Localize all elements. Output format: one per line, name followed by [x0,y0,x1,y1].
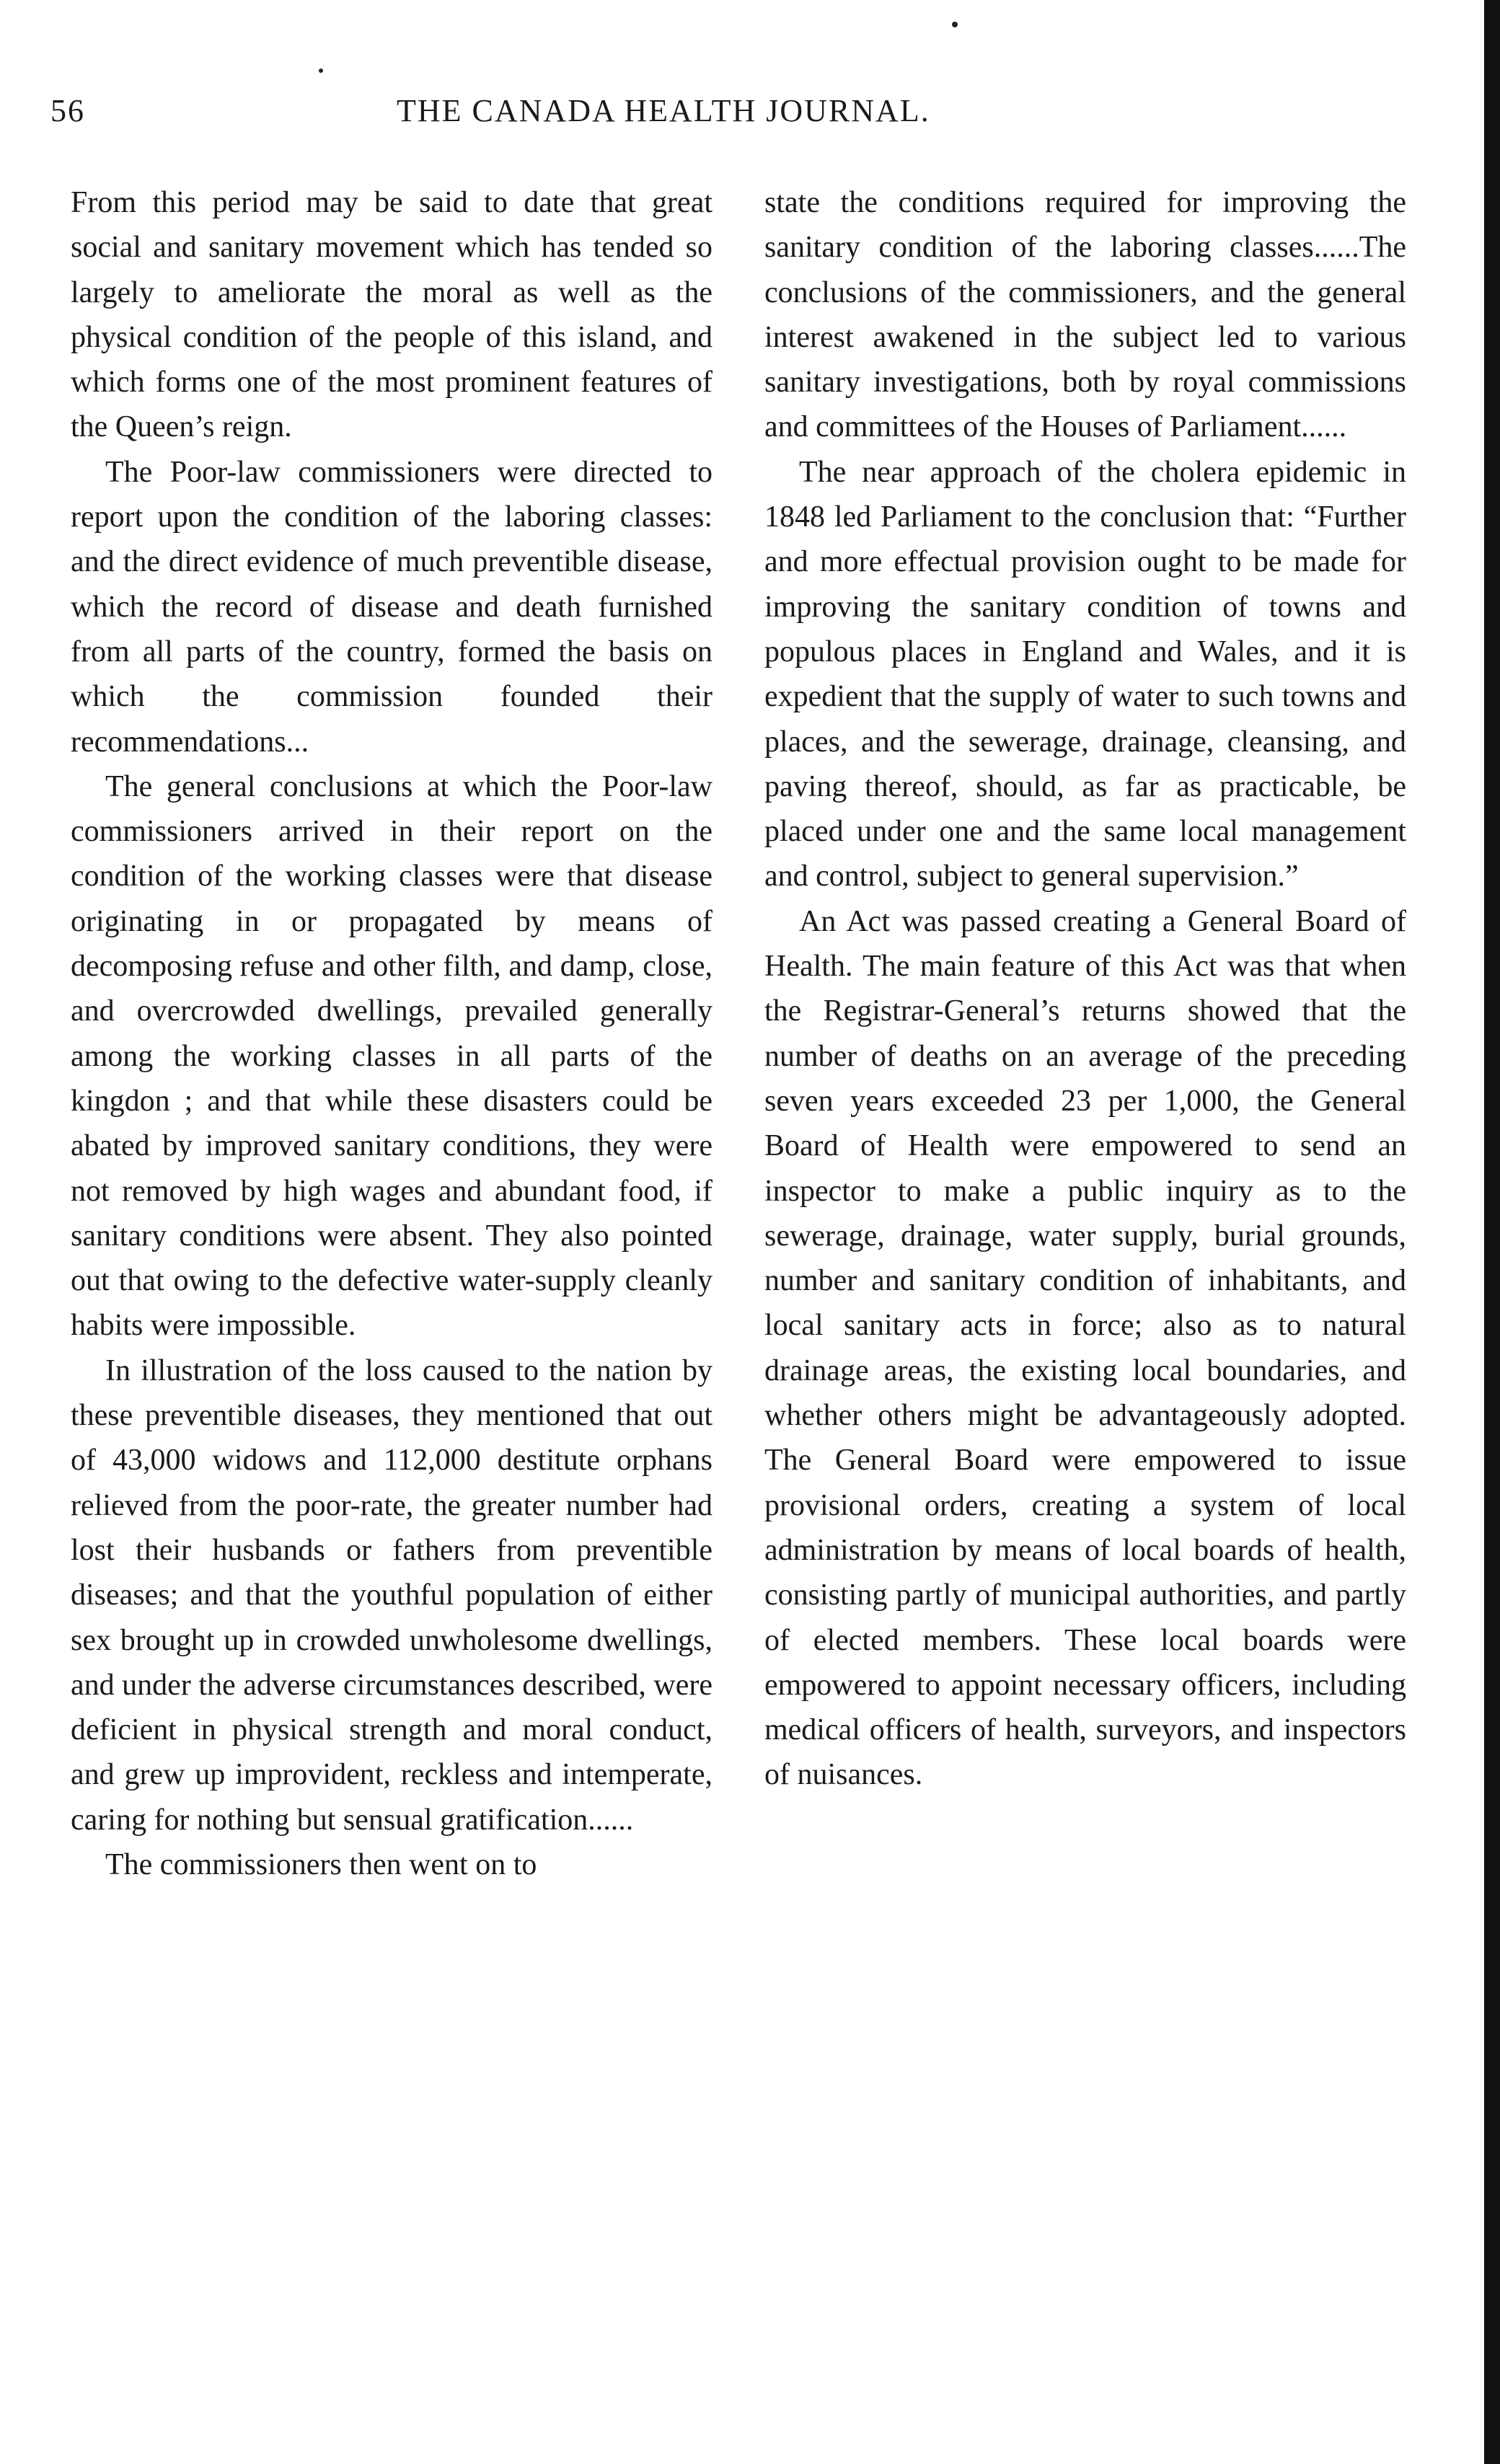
page-header [50,92,1082,136]
page-number: 56 [50,93,85,128]
paragraph: state the conditions required for improving the sanitary condition of the laboring classes......The conclusions of the commissioners, and the general interest awakened in the subject led to various sanitary investigations, both by royal commissions and committees of the Houses of Parliament...... [764,186,1406,444]
right-column [764,180,1406,1798]
page-speck [952,22,958,27]
left-column [71,180,712,1887]
paragraph: The general conclusions at which the Poor-law commissioners arrived in their report on the condition of the working classes were that disease originating in or propagated by means of decomposing refuse and other filth, and damp, close, and overcrowded dwellings, prevailed generally among the working classes in all parts of the kingdon ; and that while these disasters could be abated by improved sanitary conditions, they were not removed by high wages and abundant food, if sanitary conditions were absent. They also pointed out that owing to the defective water-supply cleanly habits were impossible. [71,769,712,1343]
paragraph: An Act was passed creating a General Board of Health. The main feature of this Act was that when the Registrar-General’s returns showed that the number of deaths on an average of the preceding seven years exceeded 23 per 1,000, the General Board of Health were empowered to send an inspector to make a public inquiry as to the sewerage, drainage, water supply, burial grounds, number and sanitary condition of inhabitants, and local sanitary acts in force; also as to natural drainage areas, the existing local boundaries, and whether others might be advantageously adopted. The General Board were empowered to issue provisional orders, creating a system of local administration by means of local boards of health, consisting partly of municipal authorities, and partly of elected members. These local boards were empowered to appoint necessary officers, including medical officers of health, surveyors, and inspectors of nuisances. [764,904,1406,1792]
journal-title: THE CANADA HEALTH JOURNAL. [397,93,930,128]
paragraph: The near approach of the cholera epidemic in 1848 led Parliament to the conclusion that: “Further and more effectual provision ought to be made for improving the sanitary condition of towns and populous places in England and Wales, and it is expedient that the supply of water to such towns and places, and the sewerage, drainage, cleansing, and paving thereof, should, as far as practicable, be placed under one and the same local management and control, subject to general supervision.” [764,455,1406,893]
paragraph: From this period may be said to date that great social and sanitary movement which has tended so largely to ameliorate the moral as well as the physical condition of the people of this island, and which forms one of the most prominent features of the Queen’s reign. [71,186,712,444]
paragraph: The Poor-law commissioners were directed to report upon the condition of the laboring classes: and the direct evidence of much preventible disease, which the record of disease and death furnished from all parts of the country, formed the basis on which the commission founded their recommendations... [71,455,712,759]
paragraph: The commissioners then went on to [105,1847,537,1881]
page-speck [319,69,323,73]
page-edge-bar [1484,0,1500,2464]
paragraph: In illustration of the loss caused to the nation by these preventible diseases, they mentioned that out of 43,000 widows and 112,000 destitute orphans relieved from the poor-rate, the greater number had lost their husbands or fathers from preventible diseases; and that the youthful population of either sex brought up in crowded unwholesome dwellings, and under the adverse circumstances described, were deficient in physical strength and moral conduct, and grew up improvident, reckless and intemperate, caring for nothing but sensual gratification...... [71,1354,712,1837]
